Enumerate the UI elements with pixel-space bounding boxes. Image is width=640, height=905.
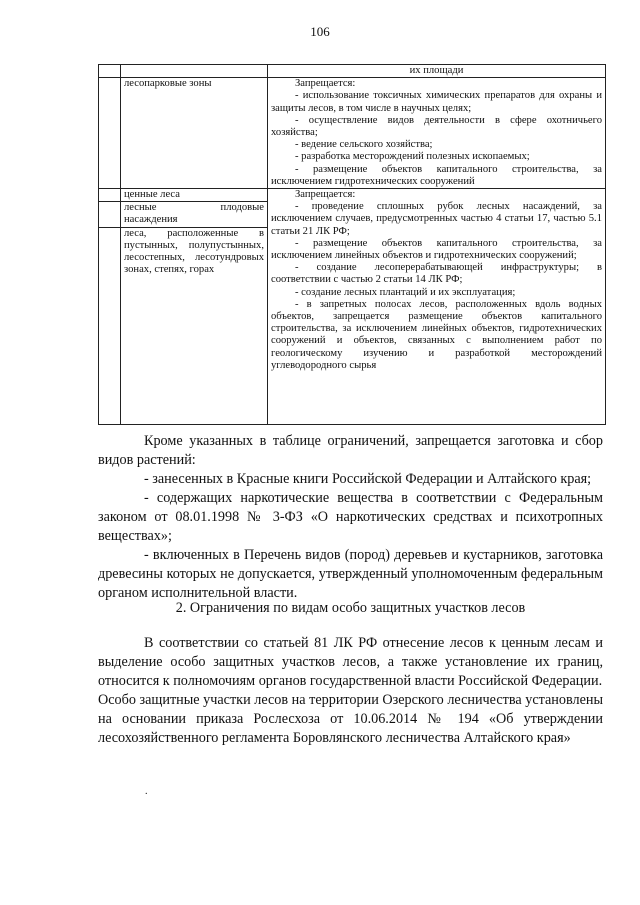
- category-desert-steppe-forests: леса, расположенные в пустынных, полупустынных, лесостепных, лесотундровых зонах, степях, горах: [121, 227, 268, 424]
- category-valuable-forests: ценные леса: [121, 189, 268, 202]
- restriction-item: - создание лесных плантаций и их эксплуатация;: [295, 286, 516, 298]
- paragraph: Особо защитные участки лесов на территории Озерского лесничества установлены на основании приказа Рослесхоза от 10.06.2014 № 194 «Об утверждении лесохозяйственного регламента Боровлянского лесничества Алтайского края»: [98, 692, 603, 746]
- restriction-item: - проведение сплошных рубок лесных насаждений, за исключением случаев, предусмотренных частью 4 статьи 17, частью 5.1 статьи 21 ЛК РФ;: [271, 201, 602, 237]
- category-forest-park-zones: лесопарковые зоны: [121, 78, 268, 189]
- table-cell-empty: [99, 189, 121, 202]
- table-cell-empty: [99, 78, 121, 189]
- table-cell-empty: [99, 65, 121, 78]
- restriction-item: - использование токсичных химических препаратов для охраны и защиты лесов, в том числе в научных целях;: [271, 90, 602, 114]
- restrictions-table: [98, 64, 606, 425]
- restriction-heading: Запрещается:: [295, 78, 356, 90]
- restriction-heading: Запрещается:: [295, 189, 356, 201]
- restriction-item: - разработка месторождений полезных ископаемых;: [295, 151, 530, 163]
- restriction-item: - осуществление видов деятельности в сфере охотничьего хозяйства;: [271, 114, 602, 139]
- section-title: 2. Ограничения по видам особо защитных участков лесов: [175, 600, 526, 616]
- table-row: [99, 78, 606, 189]
- restrictions-valuable-forests: [268, 189, 606, 425]
- table-cell-empty: [121, 65, 268, 78]
- category-fruit-word-3: насаждения: [124, 214, 178, 226]
- restriction-item: - в запретных полосах лесов, расположенных вдоль водных объектов, запрещается размещение объектов капитального строительства, за исключением линейных объектов, гидротехнических сооружений и объектов, связанных с выполнением работ по геологическому изучению и разработкой месторождений углеводородного сырья: [271, 298, 602, 371]
- table-cell-empty: [99, 227, 121, 424]
- table-row: [99, 65, 606, 78]
- restriction-item: - размещение объектов капитального строительства, за исключением линейных объектов и гидротехнических сооружений;: [271, 237, 602, 262]
- paragraph: В соответствии со статьей 81 ЛК РФ отнесение лесов к ценным лесам и выделение особо защитных участков лесов, а также установление их границ, относится к полномочиям органов государственной власти Российской Федерации.: [98, 635, 603, 689]
- table-cell-empty: [99, 202, 121, 227]
- restrictions-text: [98, 432, 603, 603]
- bullet-item: - занесенных в Красные книги Российской Федерации и Алтайского края;: [144, 471, 592, 487]
- restriction-item: - размещение объектов капитального строительства, за исключением гидротехнических сооружений: [271, 163, 602, 187]
- restriction-item: - ведение сельского хозяйства;: [295, 139, 433, 151]
- category-fruit-word-2: плодовые: [220, 202, 264, 214]
- bullet-item: - содержащих наркотические вещества в соответствии с Федеральным законом от 08.01.1998 № 3-ФЗ «О наркотических средствах и психотропных веществах»;: [98, 490, 603, 544]
- page-number: 106: [310, 24, 330, 39]
- table-cell-area: их площади: [268, 65, 606, 78]
- paragraph: Кроме указанных в таблице ограничений, запрещается заготовка и сбор видов растений:: [98, 433, 603, 468]
- restriction-item: - создание лесоперерабатывающей инфраструктуры; в соответствии с частью 2 статьи 14 ЛК РФ;: [271, 262, 602, 286]
- restrictions-forest-park-zones: [268, 78, 606, 189]
- category-fruit-plantations: [121, 202, 268, 227]
- bullet-item: - включенных в Перечень видов (пород) деревьев и кустарников, заготовка древесины которых не допускается, утвержденный уполномоченным федеральным органом исполнительной власти.: [98, 547, 603, 601]
- table-row: [99, 189, 606, 202]
- protected-areas-text: [98, 634, 603, 748]
- stray-mark: .: [145, 786, 148, 797]
- category-fruit-word-1: лесные: [124, 202, 157, 214]
